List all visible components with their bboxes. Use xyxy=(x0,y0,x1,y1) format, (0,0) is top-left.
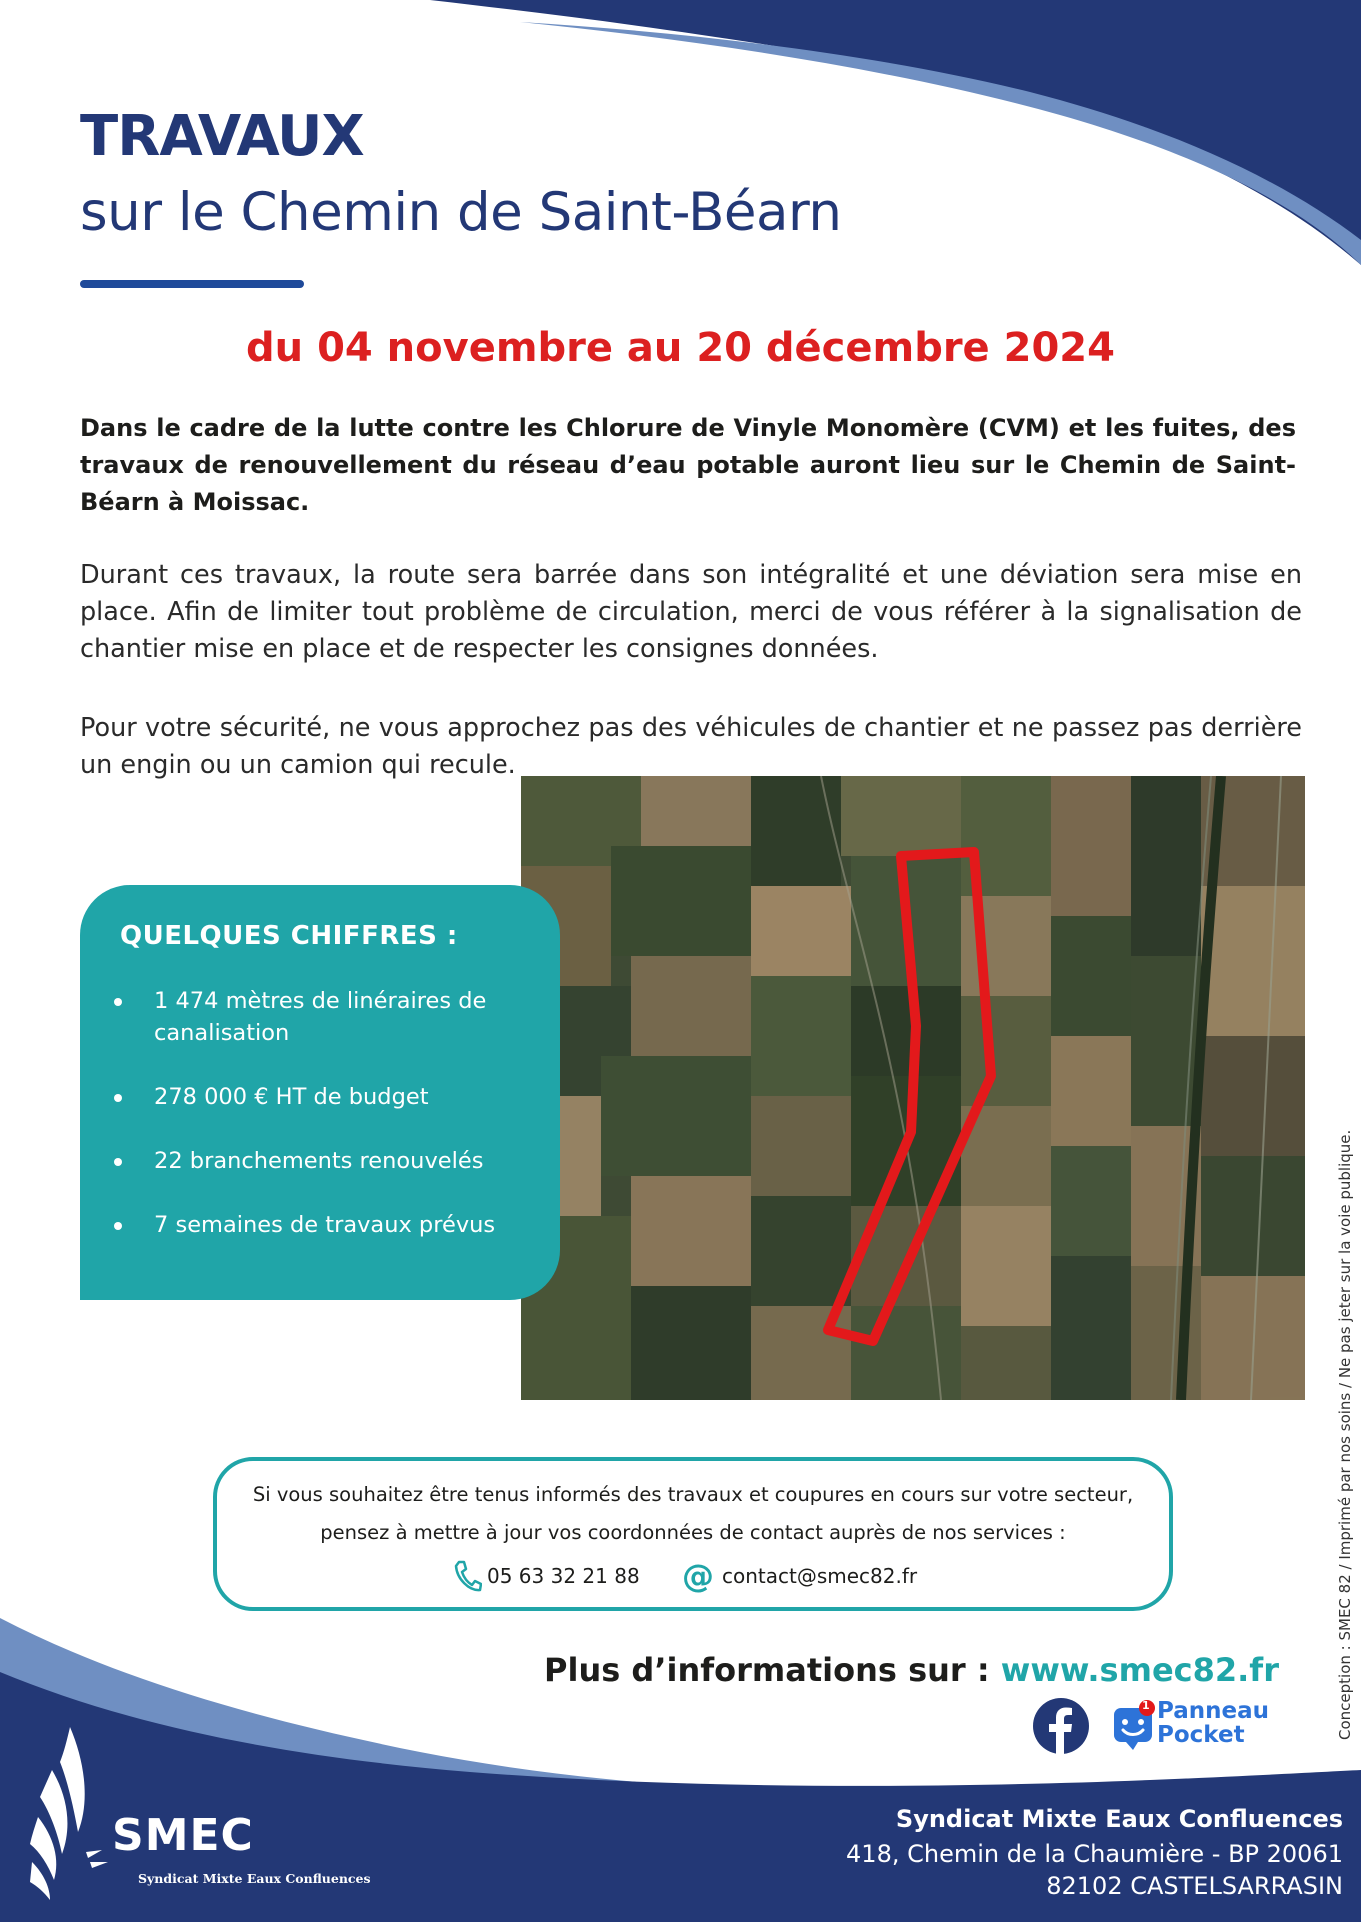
contact-details xyxy=(217,1559,1169,1595)
at-icon: @ xyxy=(682,1557,714,1595)
smec-tagline: Syndicat Mixte Eaux Confluences xyxy=(138,1871,371,1886)
key-figures-title: QUELQUES CHIFFRES : xyxy=(120,921,458,951)
page-subtitle: sur le Chemin de Saint-Béarn xyxy=(80,182,842,243)
title-underline xyxy=(80,280,304,288)
smec-wordmark: SMEC xyxy=(112,1810,254,1861)
website-link[interactable]: www.smec82.fr xyxy=(1000,1651,1279,1689)
date-range: du 04 novembre au 20 décembre 2024 xyxy=(246,325,1115,371)
key-figure-item: 22 branchements renouvelés xyxy=(80,1145,560,1177)
phone-number[interactable]: 05 63 32 21 88 xyxy=(487,1564,640,1588)
key-figure-item: 7 semaines de travaux prévus xyxy=(80,1209,560,1241)
contact-line-1: Si vous souhaitez être tenus informés des travaux et coupures en cours sur votre secteur, xyxy=(252,1483,1134,1506)
footer-address-line-2: 82102 CASTELSARRASIN xyxy=(1046,1872,1343,1900)
more-info-label: Plus d’informations sur : xyxy=(544,1651,1001,1689)
footer-org-name: Syndicat Mixte Eaux Confluences xyxy=(895,1805,1343,1833)
aerial-map xyxy=(521,776,1305,1400)
safety-paragraph: Pour votre sécurité, ne vous approchez pas des véhicules de chantier et ne passez pas derrière un engin ou un camion qui recule. xyxy=(80,713,1302,780)
intro-paragraph: Dans le cadre de la lutte contre les Chlorure de Vinyle Monomère (CVM) et les fuites, des travaux de renouvellement du réseau d’eau potable auront lieu sur le Chemin de Saint-Béarn à Moissac. xyxy=(80,414,1296,516)
facebook-icon[interactable] xyxy=(1033,1698,1089,1754)
panneau-pocket-label[interactable] xyxy=(1157,1699,1269,1747)
contact-line-2: pensez à mettre à jour vos coordonnées de contact auprès de nos services : xyxy=(320,1521,1066,1544)
footer-address-line-1: 418, Chemin de la Chaumière - BP 20061 xyxy=(846,1840,1343,1868)
key-figures-list xyxy=(80,985,560,1241)
detour-paragraph: Durant ces travaux, la route sera barrée dans son intégralité et une déviation sera mise en place. Afin de limiter tout problème de circulation, merci de vous référer à la signalisation de chantier mise en place et de respecter les consignes données. xyxy=(80,560,1302,664)
aerial-photo xyxy=(521,776,1305,1400)
key-figure-item: 1 474 mètres de linéraires de canalisation xyxy=(80,985,560,1049)
key-figure-item: 278 000 € HT de budget xyxy=(80,1081,560,1113)
panneau-pocket-line-1: Panneau xyxy=(1157,1698,1270,1724)
more-info-line xyxy=(544,1651,1279,1689)
print-notice: Conception : SMEC 82 / Imprimé par nos soins / Ne pas jeter sur la voie publique. xyxy=(1336,1129,1354,1740)
footer-address xyxy=(846,1838,1343,1902)
contact-email[interactable]: contact@smec82.fr xyxy=(722,1564,918,1588)
contact-box xyxy=(213,1457,1173,1611)
key-figures-panel xyxy=(80,885,560,1300)
panneau-pocket-line-2: Pocket xyxy=(1157,1722,1245,1748)
phone-icon xyxy=(452,1559,482,1593)
page-title: TRAVAUX xyxy=(80,104,364,169)
panneau-pocket-badge: 1 xyxy=(1142,1699,1150,1712)
